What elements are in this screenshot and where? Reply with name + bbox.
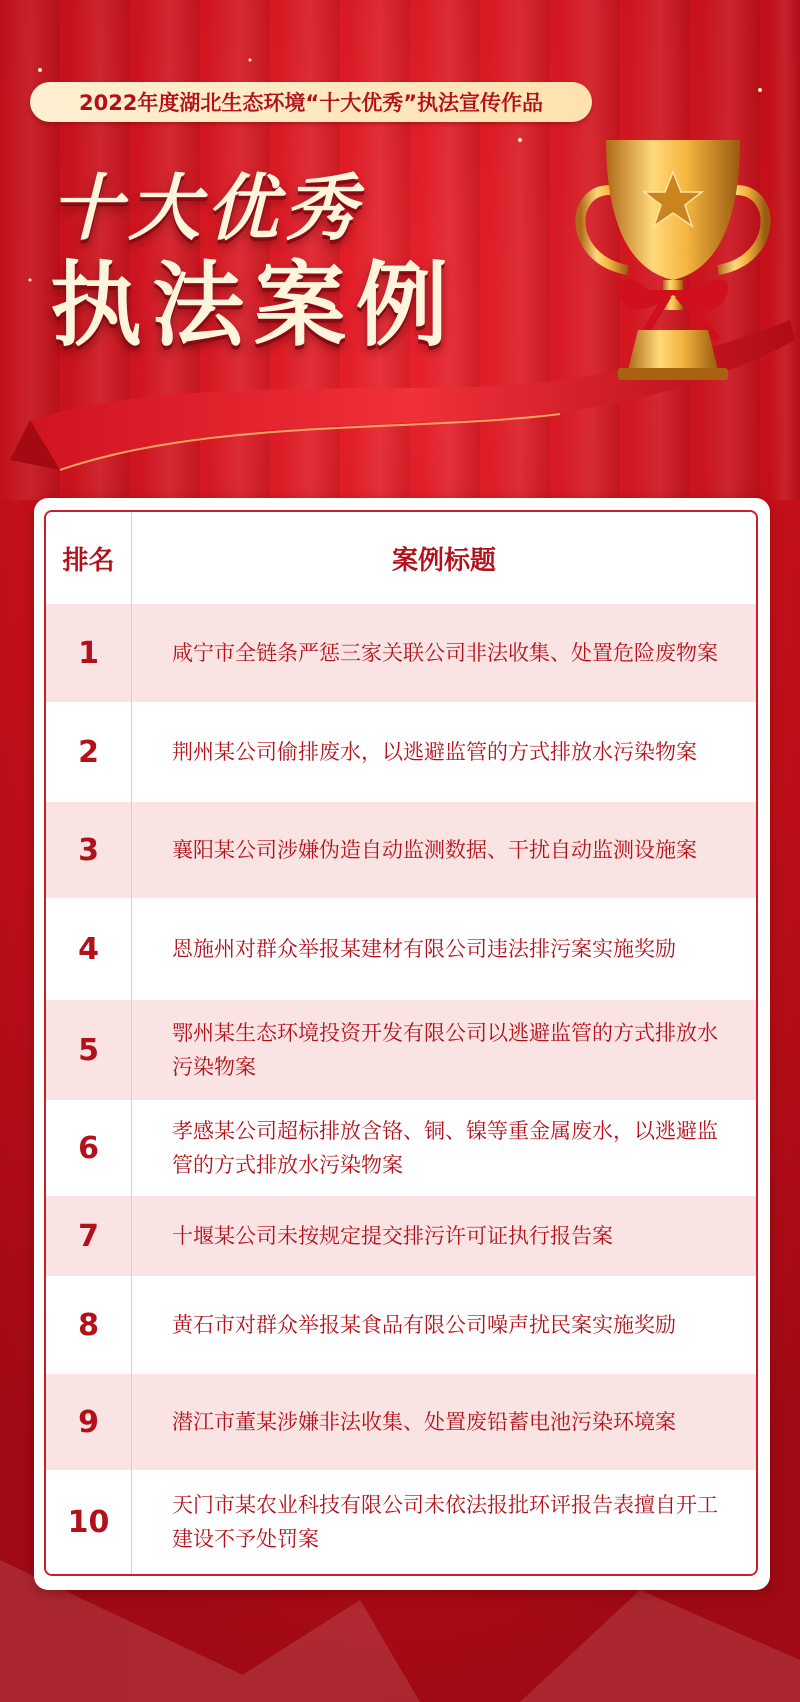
- rank-cell: 5: [46, 1000, 132, 1100]
- table-row: [46, 1100, 756, 1196]
- table-row: [46, 802, 756, 898]
- title-cell: 襄阳某公司涉嫌伪造自动监测数据、干扰自动监测设施案: [172, 838, 697, 862]
- title-cell: 黄石市对群众举报某食品有限公司噪声扰民案实施奖励: [172, 1313, 676, 1337]
- cases-card: [34, 498, 770, 1590]
- table-row: [46, 1374, 756, 1470]
- table-row: [46, 702, 756, 802]
- page-title-line2: 执法案例: [50, 252, 459, 359]
- title-cell: 孝感某公司超标排放含铬、铜、镍等重金属废水，以逃避监管的方式排放水污染物案: [172, 1119, 718, 1177]
- rank-cell: 10: [46, 1470, 132, 1574]
- cases-table: [44, 510, 758, 1576]
- table-header: [46, 512, 756, 604]
- header-rank: 排名: [46, 512, 132, 604]
- title-cell: 荆州某公司偷排废水，以逃避监管的方式排放水污染物案: [172, 740, 697, 764]
- table-row: [46, 1276, 756, 1374]
- rank-cell: 4: [46, 898, 132, 1000]
- title-cell: 潜江市董某涉嫌非法收集、处置废铅蓄电池污染环境案: [172, 1410, 676, 1434]
- rank-cell: 7: [46, 1196, 132, 1276]
- table-row: [46, 1000, 756, 1100]
- table-row: [46, 898, 756, 1000]
- page-title-line1: 十大优秀: [50, 166, 363, 250]
- header-title: 案例标题: [391, 545, 496, 576]
- subtitle-text: 2022年度湖北生态环境“十大优秀”执法宣传作品: [78, 91, 544, 115]
- table-row: [46, 604, 756, 702]
- rank-cell: 8: [46, 1276, 132, 1374]
- rank-cell: 9: [46, 1374, 132, 1470]
- trophy-icon: [568, 130, 778, 390]
- title-cell: 天门市某农业科技有限公司未依法报批环评报告表擅自开工建设不予处罚案: [172, 1493, 718, 1551]
- rank-cell: 2: [46, 702, 132, 802]
- rank-cell: 6: [46, 1100, 132, 1196]
- subtitle-banner: [30, 82, 592, 122]
- rank-cell: 3: [46, 802, 132, 898]
- title-cell: 恩施州对群众举报某建材有限公司违法排污案实施奖励: [172, 937, 676, 961]
- title-cell: 十堰某公司未按规定提交排污许可证执行报告案: [172, 1224, 613, 1248]
- table-row: [46, 1196, 756, 1276]
- rank-cell: 1: [46, 604, 132, 702]
- title-cell: 咸宁市全链条严惩三家关联公司非法收集、处置危险废物案: [172, 641, 718, 665]
- title-cell: 鄂州某生态环境投资开发有限公司以逃避监管的方式排放水污染物案: [172, 1021, 718, 1079]
- table-row: [46, 1470, 756, 1574]
